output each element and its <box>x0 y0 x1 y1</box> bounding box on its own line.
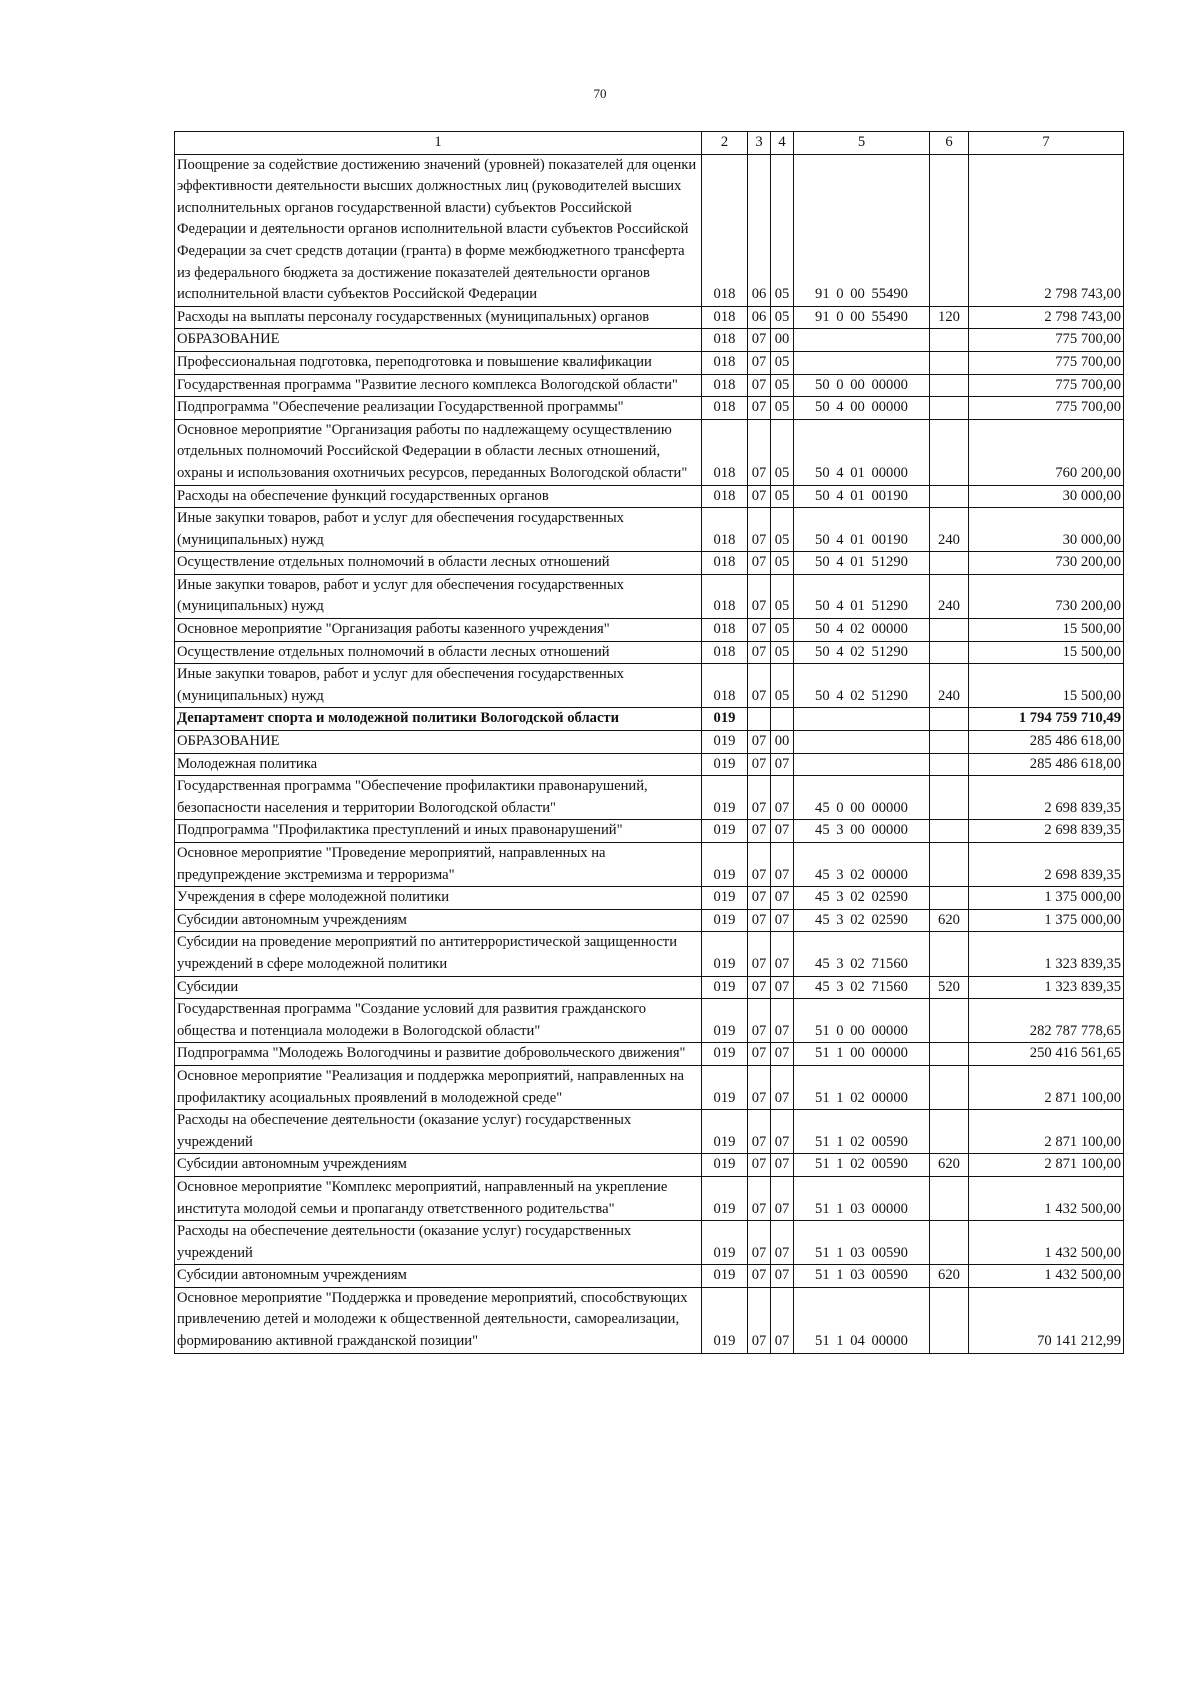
row-name: Подпрограмма "Обеспечение реализации Государственной программы" <box>175 397 702 420</box>
row-name: Департамент спорта и молодежной политики Вологодской области <box>175 708 702 731</box>
row-name: Расходы на выплаты персоналу государственных (муниципальных) органов <box>175 306 702 329</box>
row-gr-code: 019 <box>702 976 748 999</box>
row-cs-code: 45 3 02 02590 <box>794 909 930 932</box>
row-gr-code: 018 <box>702 619 748 642</box>
row-sum: 1 375 000,00 <box>969 887 1124 910</box>
row-rz-code: 07 <box>748 1176 771 1220</box>
row-cs-code: 91 0 00 55490 <box>794 306 930 329</box>
row-rz-code: 07 <box>748 397 771 420</box>
row-pr-code: 05 <box>771 508 794 552</box>
row-sum: 70 141 212,99 <box>969 1287 1124 1353</box>
row-vr-code <box>930 1221 969 1265</box>
table-row <box>175 1221 1124 1265</box>
row-pr-code: 05 <box>771 552 794 575</box>
row-cs-code: 50 4 02 51290 <box>794 664 930 708</box>
table-row <box>175 1176 1124 1220</box>
row-vr-code: 240 <box>930 508 969 552</box>
row-vr-code <box>930 619 969 642</box>
row-name: ОБРАЗОВАНИЕ <box>175 329 702 352</box>
page-number: 70 <box>593 86 607 101</box>
table-row <box>175 619 1124 642</box>
row-vr-code <box>930 820 969 843</box>
row-gr-code: 019 <box>702 731 748 754</box>
table-row <box>175 664 1124 708</box>
row-sum: 730 200,00 <box>969 574 1124 618</box>
row-cs-code <box>794 351 930 374</box>
row-name: Государственная программа "Обеспечение профилактики правонарушений, безопасности населения и территории Вологодской области" <box>175 776 702 820</box>
row-name: Поощрение за содействие достижению значений (уровней) показателей для оценки эффективности деятельности высших должностных лиц (руководителей высших исполнительных органов государственной власти) субъектов Российской Федерации и деятельности органов исполнительной власти субъектов Российской Федерации за счет средств дотации (гранта) в форме межбюджетного трансферта из федерального бюджета за достижение показателей деятельности органов исполнительной власти субъектов Российской Федерации <box>175 154 702 306</box>
row-sum: 1 323 839,35 <box>969 976 1124 999</box>
row-cs-code: 45 3 02 00000 <box>794 843 930 887</box>
row-rz-code: 07 <box>748 820 771 843</box>
row-vr-code <box>930 397 969 420</box>
row-rz-code: 07 <box>748 753 771 776</box>
row-sum: 15 500,00 <box>969 664 1124 708</box>
row-vr-code: 620 <box>930 909 969 932</box>
table-row <box>175 397 1124 420</box>
row-cs-code: 51 1 02 00590 <box>794 1154 930 1177</box>
row-vr-code: 240 <box>930 574 969 618</box>
row-sum: 1 432 500,00 <box>969 1176 1124 1220</box>
row-pr-code: 07 <box>771 820 794 843</box>
row-pr-code: 07 <box>771 843 794 887</box>
row-cs-code: 51 1 03 00000 <box>794 1176 930 1220</box>
row-name: Субсидии на проведение мероприятий по антитеррористической защищенности учреждений в сфере молодежной политики <box>175 932 702 976</box>
row-rz-code <box>748 708 771 731</box>
row-cs-code: 51 1 04 00000 <box>794 1287 930 1353</box>
row-vr-code <box>930 1110 969 1154</box>
row-cs-code: 50 4 00 00000 <box>794 397 930 420</box>
row-name: Субсидии автономным учреждениям <box>175 1265 702 1288</box>
row-name: Основное мероприятие "Организация работы по надлежащему осуществлению отдельных полномочий Российской Федерации в области лесных отношений, охраны и использования охотничьих ресурсов, переданных Вологодской области" <box>175 419 702 485</box>
row-cs-code: 45 3 02 71560 <box>794 932 930 976</box>
row-cs-code: 51 1 03 00590 <box>794 1221 930 1265</box>
row-rz-code: 07 <box>748 1265 771 1288</box>
row-name: Основное мероприятие "Проведение мероприятий, направленных на предупреждение экстремизма и терроризма" <box>175 843 702 887</box>
row-cs-code: 45 0 00 00000 <box>794 776 930 820</box>
header-col-1: 1 <box>175 132 702 155</box>
row-vr-code <box>930 932 969 976</box>
row-gr-code: 018 <box>702 552 748 575</box>
row-rz-code: 07 <box>748 976 771 999</box>
header-col-2: 2 <box>702 132 748 155</box>
row-rz-code: 07 <box>748 887 771 910</box>
header-col-4: 4 <box>771 132 794 155</box>
row-cs-code <box>794 329 930 352</box>
row-gr-code: 019 <box>702 887 748 910</box>
row-cs-code: 50 4 02 51290 <box>794 641 930 664</box>
row-cs-code: 91 0 00 55490 <box>794 154 930 306</box>
table-row <box>175 1065 1124 1109</box>
row-cs-code <box>794 753 930 776</box>
row-vr-code <box>930 351 969 374</box>
table-row <box>175 999 1124 1043</box>
row-gr-code: 019 <box>702 1065 748 1109</box>
header-row <box>175 132 1124 155</box>
row-rz-code: 07 <box>748 1110 771 1154</box>
row-sum: 775 700,00 <box>969 374 1124 397</box>
row-vr-code <box>930 1287 969 1353</box>
row-sum: 30 000,00 <box>969 508 1124 552</box>
row-gr-code: 018 <box>702 664 748 708</box>
row-rz-code: 07 <box>748 1043 771 1066</box>
row-sum: 285 486 618,00 <box>969 731 1124 754</box>
row-gr-code: 019 <box>702 999 748 1043</box>
row-vr-code <box>930 1065 969 1109</box>
row-gr-code: 018 <box>702 329 748 352</box>
row-rz-code: 07 <box>748 485 771 508</box>
row-rz-code: 06 <box>748 306 771 329</box>
row-cs-code: 51 1 02 00000 <box>794 1065 930 1109</box>
table-row <box>175 419 1124 485</box>
row-gr-code: 019 <box>702 843 748 887</box>
row-rz-code: 07 <box>748 574 771 618</box>
row-rz-code: 07 <box>748 664 771 708</box>
row-gr-code: 018 <box>702 641 748 664</box>
row-gr-code: 018 <box>702 154 748 306</box>
row-gr-code: 019 <box>702 909 748 932</box>
row-pr-code: 07 <box>771 1265 794 1288</box>
row-gr-code: 018 <box>702 374 748 397</box>
row-name: Государственная программа "Создание условий для развития гражданского общества и потенциала молодежи в Вологодской области" <box>175 999 702 1043</box>
row-pr-code: 07 <box>771 753 794 776</box>
row-sum: 775 700,00 <box>969 397 1124 420</box>
row-sum: 15 500,00 <box>969 641 1124 664</box>
row-rz-code: 07 <box>748 1065 771 1109</box>
row-sum: 1 323 839,35 <box>969 932 1124 976</box>
table-row <box>175 306 1124 329</box>
row-name: Подпрограмма "Профилактика преступлений и иных правонарушений" <box>175 820 702 843</box>
row-pr-code: 05 <box>771 641 794 664</box>
table-row <box>175 1154 1124 1177</box>
row-gr-code: 019 <box>702 820 748 843</box>
row-rz-code: 07 <box>748 731 771 754</box>
row-gr-code: 018 <box>702 574 748 618</box>
row-gr-code: 019 <box>702 776 748 820</box>
table-row <box>175 154 1124 306</box>
table-row <box>175 574 1124 618</box>
row-gr-code: 019 <box>702 708 748 731</box>
row-vr-code: 240 <box>930 664 969 708</box>
row-name: Профессиональная подготовка, переподготовка и повышение квалификации <box>175 351 702 374</box>
row-sum: 2 698 839,35 <box>969 843 1124 887</box>
table-row <box>175 374 1124 397</box>
table-row <box>175 909 1124 932</box>
row-vr-code <box>930 999 969 1043</box>
row-pr-code: 07 <box>771 932 794 976</box>
row-cs-code: 45 3 02 71560 <box>794 976 930 999</box>
row-pr-code: 07 <box>771 1043 794 1066</box>
table-row <box>175 753 1124 776</box>
table-row <box>175 552 1124 575</box>
row-pr-code: 07 <box>771 909 794 932</box>
row-name: Молодежная политика <box>175 753 702 776</box>
row-name: Государственная программа "Развитие лесного комплекса Вологодской области" <box>175 374 702 397</box>
row-sum: 30 000,00 <box>969 485 1124 508</box>
row-vr-code <box>930 552 969 575</box>
row-vr-code <box>930 329 969 352</box>
row-pr-code: 07 <box>771 1065 794 1109</box>
row-rz-code: 07 <box>748 999 771 1043</box>
row-cs-code: 50 4 01 51290 <box>794 574 930 618</box>
row-cs-code: 50 4 01 51290 <box>794 552 930 575</box>
table-row <box>175 1110 1124 1154</box>
row-name: Субсидии автономным учреждениям <box>175 909 702 932</box>
row-name: Расходы на обеспечение деятельности (оказание услуг) государственных учреждений <box>175 1110 702 1154</box>
row-gr-code: 018 <box>702 508 748 552</box>
row-pr-code: 05 <box>771 374 794 397</box>
row-gr-code: 018 <box>702 419 748 485</box>
row-sum: 2 698 839,35 <box>969 776 1124 820</box>
row-cs-code <box>794 731 930 754</box>
row-vr-code <box>930 1176 969 1220</box>
row-cs-code: 45 3 00 00000 <box>794 820 930 843</box>
row-vr-code <box>930 1043 969 1066</box>
row-name: Осуществление отдельных полномочий в области лесных отношений <box>175 641 702 664</box>
row-pr-code: 05 <box>771 351 794 374</box>
row-name: ОБРАЗОВАНИЕ <box>175 731 702 754</box>
row-sum: 1 432 500,00 <box>969 1265 1124 1288</box>
row-pr-code: 07 <box>771 1287 794 1353</box>
row-sum: 760 200,00 <box>969 419 1124 485</box>
row-vr-code <box>930 843 969 887</box>
row-pr-code: 05 <box>771 397 794 420</box>
row-name: Субсидии <box>175 976 702 999</box>
row-cs-code: 50 4 01 00190 <box>794 485 930 508</box>
table-row <box>175 820 1124 843</box>
row-gr-code: 018 <box>702 485 748 508</box>
row-vr-code <box>930 641 969 664</box>
row-gr-code: 019 <box>702 932 748 976</box>
row-sum: 730 200,00 <box>969 552 1124 575</box>
row-cs-code: 51 1 00 00000 <box>794 1043 930 1066</box>
row-gr-code: 019 <box>702 1176 748 1220</box>
row-pr-code <box>771 708 794 731</box>
row-name: Основное мероприятие "Реализация и поддержка мероприятий, направленных на профилактику асоциальных проявлений в молодежной среде" <box>175 1065 702 1109</box>
row-rz-code: 07 <box>748 374 771 397</box>
row-sum: 2 871 100,00 <box>969 1110 1124 1154</box>
row-gr-code: 018 <box>702 397 748 420</box>
row-gr-code: 019 <box>702 1110 748 1154</box>
row-rz-code: 06 <box>748 154 771 306</box>
row-rz-code: 07 <box>748 1287 771 1353</box>
row-rz-code: 07 <box>748 1221 771 1265</box>
row-cs-code: 50 4 01 00000 <box>794 419 930 485</box>
row-vr-code <box>930 485 969 508</box>
row-cs-code: 50 0 00 00000 <box>794 374 930 397</box>
row-rz-code: 07 <box>748 932 771 976</box>
row-pr-code: 00 <box>771 329 794 352</box>
row-gr-code: 018 <box>702 351 748 374</box>
row-sum: 250 416 561,65 <box>969 1043 1124 1066</box>
table-row <box>175 932 1124 976</box>
table-row <box>175 776 1124 820</box>
row-name: Подпрограмма "Молодежь Вологодчины и развитие добровольческого движения" <box>175 1043 702 1066</box>
row-pr-code: 07 <box>771 887 794 910</box>
row-cs-code: 51 1 03 00590 <box>794 1265 930 1288</box>
row-name: Иные закупки товаров, работ и услуг для обеспечения государственных (муниципальных) нужд <box>175 664 702 708</box>
row-pr-code: 07 <box>771 1110 794 1154</box>
table-row <box>175 708 1124 731</box>
table-row <box>175 843 1124 887</box>
row-pr-code: 07 <box>771 1176 794 1220</box>
row-rz-code: 07 <box>748 909 771 932</box>
row-pr-code: 05 <box>771 419 794 485</box>
row-rz-code: 07 <box>748 329 771 352</box>
table-row <box>175 641 1124 664</box>
row-sum: 282 787 778,65 <box>969 999 1124 1043</box>
row-vr-code <box>930 708 969 731</box>
row-gr-code: 019 <box>702 1043 748 1066</box>
row-rz-code: 07 <box>748 552 771 575</box>
row-name: Основное мероприятие "Организация работы казенного учреждения" <box>175 619 702 642</box>
row-cs-code: 51 1 02 00590 <box>794 1110 930 1154</box>
row-name: Иные закупки товаров, работ и услуг для обеспечения государственных (муниципальных) нужд <box>175 574 702 618</box>
row-sum: 2 798 743,00 <box>969 306 1124 329</box>
row-pr-code: 07 <box>771 776 794 820</box>
table-row <box>175 329 1124 352</box>
row-sum: 2 871 100,00 <box>969 1154 1124 1177</box>
header-col-6: 6 <box>930 132 969 155</box>
row-gr-code: 019 <box>702 1265 748 1288</box>
row-rz-code: 07 <box>748 419 771 485</box>
row-rz-code: 07 <box>748 619 771 642</box>
row-vr-code: 620 <box>930 1154 969 1177</box>
row-pr-code: 07 <box>771 1221 794 1265</box>
row-pr-code: 07 <box>771 1154 794 1177</box>
row-pr-code: 07 <box>771 999 794 1043</box>
table-row <box>175 1265 1124 1288</box>
row-vr-code <box>930 374 969 397</box>
row-name: Основное мероприятие "Поддержка и проведение мероприятий, способствующих привлечению детей и молодежи к общественной деятельности, самореализации, формированию активной гражданской позиции" <box>175 1287 702 1353</box>
row-vr-code <box>930 776 969 820</box>
row-gr-code: 018 <box>702 306 748 329</box>
row-rz-code: 07 <box>748 1154 771 1177</box>
row-sum: 15 500,00 <box>969 619 1124 642</box>
budget-table <box>174 131 1124 1354</box>
row-name: Расходы на обеспечение функций государственных органов <box>175 485 702 508</box>
table-row <box>175 731 1124 754</box>
row-name: Иные закупки товаров, работ и услуг для обеспечения государственных (муниципальных) нужд <box>175 508 702 552</box>
row-pr-code: 05 <box>771 154 794 306</box>
row-gr-code: 019 <box>702 753 748 776</box>
table-row <box>175 485 1124 508</box>
row-cs-code <box>794 708 930 731</box>
row-pr-code: 05 <box>771 306 794 329</box>
row-sum: 775 700,00 <box>969 329 1124 352</box>
header-col-5: 5 <box>794 132 930 155</box>
row-cs-code: 45 3 02 02590 <box>794 887 930 910</box>
row-pr-code: 05 <box>771 664 794 708</box>
row-rz-code: 07 <box>748 776 771 820</box>
table-row <box>175 976 1124 999</box>
row-pr-code: 00 <box>771 731 794 754</box>
table-row <box>175 351 1124 374</box>
row-sum: 1 432 500,00 <box>969 1221 1124 1265</box>
row-name: Расходы на обеспечение деятельности (оказание услуг) государственных учреждений <box>175 1221 702 1265</box>
row-pr-code: 07 <box>771 976 794 999</box>
row-rz-code: 07 <box>748 641 771 664</box>
row-pr-code: 05 <box>771 485 794 508</box>
row-rz-code: 07 <box>748 843 771 887</box>
row-sum: 2 798 743,00 <box>969 154 1124 306</box>
row-cs-code: 50 4 02 00000 <box>794 619 930 642</box>
row-cs-code: 50 4 01 00190 <box>794 508 930 552</box>
row-name: Учреждения в сфере молодежной политики <box>175 887 702 910</box>
row-vr-code <box>930 887 969 910</box>
row-sum: 285 486 618,00 <box>969 753 1124 776</box>
header-col-3: 3 <box>748 132 771 155</box>
row-pr-code: 05 <box>771 619 794 642</box>
row-gr-code: 019 <box>702 1287 748 1353</box>
row-vr-code: 620 <box>930 1265 969 1288</box>
row-gr-code: 019 <box>702 1154 748 1177</box>
row-gr-code: 019 <box>702 1221 748 1265</box>
row-vr-code <box>930 154 969 306</box>
row-name: Субсидии автономным учреждениям <box>175 1154 702 1177</box>
row-vr-code <box>930 419 969 485</box>
row-name: Осуществление отдельных полномочий в области лесных отношений <box>175 552 702 575</box>
row-cs-code: 51 0 00 00000 <box>794 999 930 1043</box>
table-row <box>175 508 1124 552</box>
header-col-7: 7 <box>969 132 1124 155</box>
row-sum: 1 794 759 710,49 <box>969 708 1124 731</box>
row-sum: 2 698 839,35 <box>969 820 1124 843</box>
row-vr-code <box>930 731 969 754</box>
row-vr-code <box>930 753 969 776</box>
table-row <box>175 1287 1124 1353</box>
row-sum: 775 700,00 <box>969 351 1124 374</box>
row-sum: 2 871 100,00 <box>969 1065 1124 1109</box>
row-rz-code: 07 <box>748 351 771 374</box>
table-row <box>175 1043 1124 1066</box>
row-rz-code: 07 <box>748 508 771 552</box>
row-vr-code: 520 <box>930 976 969 999</box>
row-vr-code: 120 <box>930 306 969 329</box>
table-row <box>175 887 1124 910</box>
row-sum: 1 375 000,00 <box>969 909 1124 932</box>
row-pr-code: 05 <box>771 574 794 618</box>
row-name: Основное мероприятие "Комплекс мероприятий, направленный на укрепление института молодой семьи и пропаганду ответственного родительства" <box>175 1176 702 1220</box>
table-body <box>175 154 1124 1353</box>
